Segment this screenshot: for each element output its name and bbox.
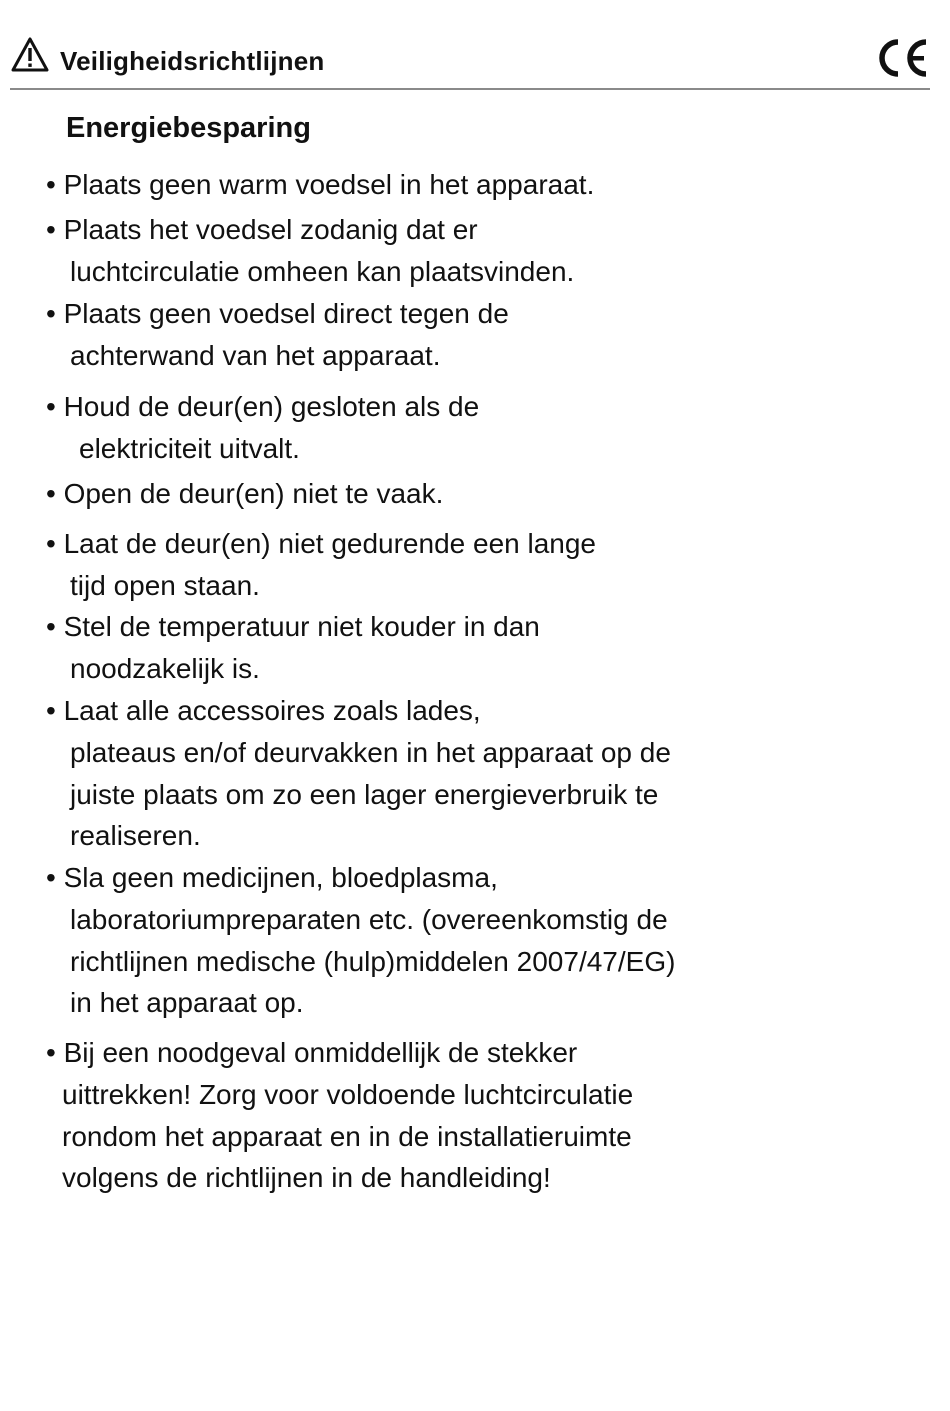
item-line: achterwand van het apparaat.: [70, 339, 441, 371]
item-line: • Plaats het voedsel zodanig dat er: [46, 214, 478, 245]
item-line: in het apparaat op.: [70, 987, 304, 1019]
list-item: [46, 386, 479, 470]
list-item: [46, 293, 509, 377]
item-line: plateaus en/of deurvakken in het apparaat op de: [70, 736, 671, 768]
item-line: • Stel de temperatuur niet kouder in dan: [46, 611, 540, 642]
list-item: [46, 473, 443, 515]
item-line: • Open de deur(en) niet te vaak.: [46, 478, 444, 509]
list-item: [46, 690, 671, 857]
item-line: laboratoriumpreparaten etc. (overeenkomstig de: [70, 903, 668, 935]
item-line: elektriciteit uitvalt.: [79, 432, 300, 464]
item-line: • Laat alle accessoires zoals lades,: [46, 695, 481, 726]
item-line: • Plaats geen voedsel direct tegen de: [46, 298, 509, 329]
item-line: • Sla geen medicijnen, bloedplasma,: [46, 862, 498, 893]
item-line: • Laat de deur(en) niet gedurende een lange: [46, 528, 597, 559]
item-line: juiste plaats om zo een lager energieverbruik te: [70, 778, 659, 810]
item-line: • Plaats geen warm voedsel in het apparaat.: [46, 169, 595, 200]
item-line: volgens de richtlijnen in de handleiding!: [62, 1162, 551, 1194]
item-line: uittrekken! Zorg voor voldoende luchtcirculatie: [62, 1078, 634, 1110]
list-item: [46, 857, 675, 1024]
item-line: realiseren.: [70, 820, 201, 852]
page-header: [10, 36, 930, 90]
list-item: [46, 1032, 633, 1199]
item-line: • Bij een noodgeval onmiddellijk de stekker: [46, 1037, 578, 1068]
item-line: • Houd de deur(en) gesloten als de: [46, 391, 480, 422]
ce-mark-icon: [876, 38, 930, 78]
item-line: tijd open staan.: [70, 569, 260, 601]
item-line: rondom het apparaat en in de installatieruimte: [62, 1120, 632, 1152]
header-title: Veiligheidsrichtlijnen: [60, 46, 325, 76]
list-item: [46, 164, 594, 206]
list-item: [46, 523, 596, 607]
section-title: Energiebesparing: [66, 112, 311, 144]
item-line: luchtcirculatie omheen kan plaatsvinden.: [70, 255, 575, 287]
warning-triangle-icon: [10, 36, 50, 74]
item-line: richtlijnen medische (hulp)middelen 2007/47/EG): [70, 945, 676, 977]
list-item: [46, 209, 574, 293]
list-item: [46, 606, 540, 690]
item-line: noodzakelijk is.: [70, 652, 260, 684]
